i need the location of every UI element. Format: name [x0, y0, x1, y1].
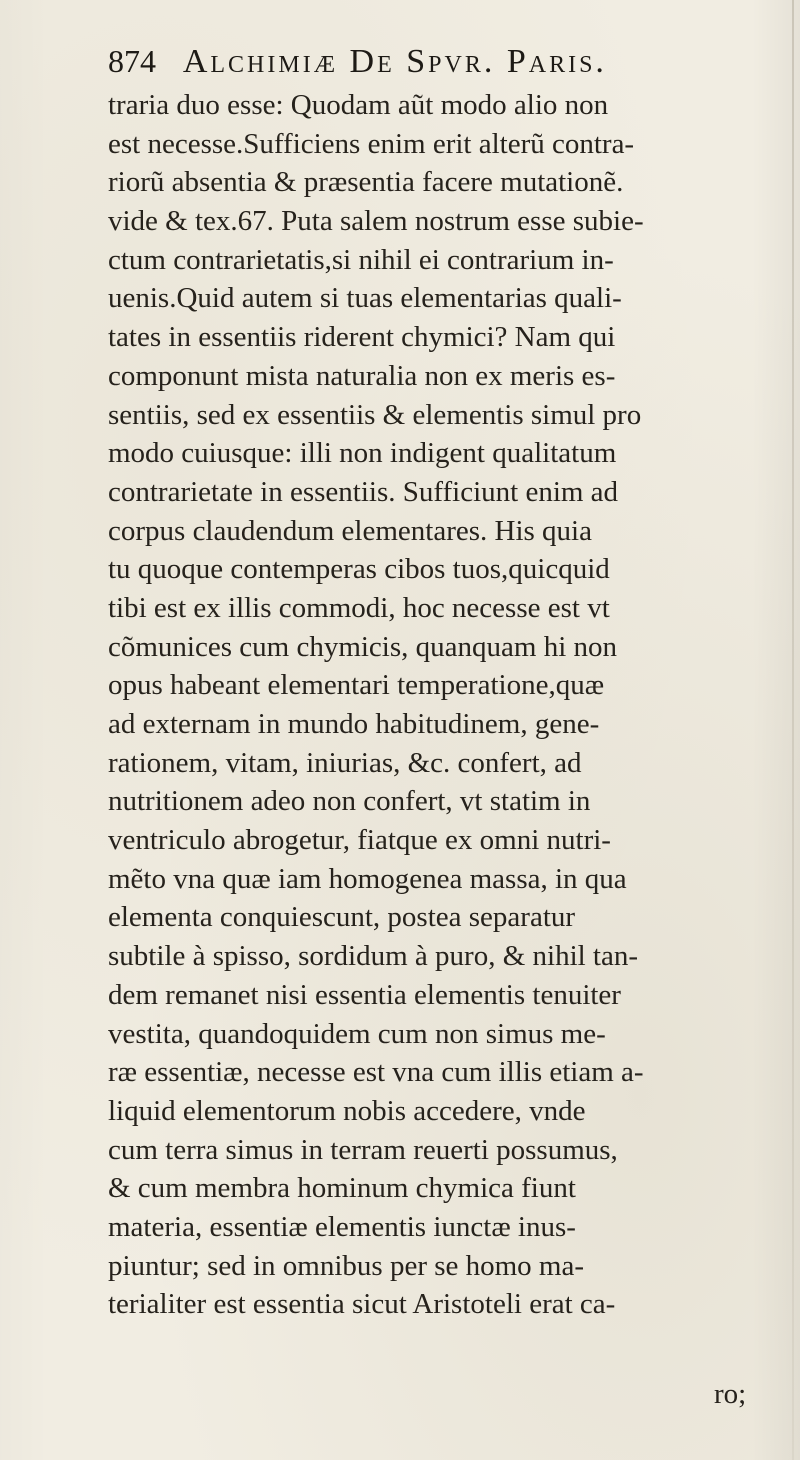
text-line: sentiis, sed ex essentiis & elementis simul pro [108, 398, 642, 431]
text-line: ræ essentiæ, necesse est vna cum illis etiam a- [108, 1056, 644, 1089]
text-line: mẽto vna quæ iam homogenea massa, in qua [108, 862, 627, 895]
text-line: terialiter est essentia sicut Aristoteli erat ca- [108, 1288, 616, 1321]
text-line: ventriculo abrogetur, fiatque ex omni nutri- [108, 824, 611, 857]
page-number: 874 [108, 43, 156, 79]
text-line: piuntur; sed in omnibus per se homo ma- [108, 1249, 585, 1282]
text-line: rationem, vitam, iniurias, &c. confert, ad [108, 746, 582, 779]
catchword: ro; [714, 1378, 747, 1410]
running-title: Alchimiæ De Spvr. Paris. [182, 43, 607, 80]
text-line: & cum membra hominum chymica fiunt [108, 1172, 576, 1205]
text-line: traria duo esse: Quodam aũt modo alio non [108, 89, 609, 121]
text-line: ad externam in mundo habitudinem, gene- [108, 708, 600, 740]
text-line: modo cuiusque: illi non indigent qualitatum [108, 437, 617, 470]
page-edge-shadow [792, 0, 794, 1460]
text-line: tibi est ex illis commodi, hoc necesse est vt [108, 591, 610, 624]
running-header [108, 36, 768, 86]
text-line: tu quoque contemperas cibos tuos,quicquid [108, 553, 610, 586]
text-line: nutritionem adeo non confert, vt statim in [108, 785, 591, 818]
text-line: cum terra simus in terram reuerti possumus, [108, 1133, 618, 1166]
text-line: elementa conquiescunt, postea separatur [108, 901, 576, 934]
text-line: riorũ absentia & præsentia facere mutationẽ. [108, 166, 624, 199]
text-line: componunt mista naturalia non ex meris es- [108, 359, 616, 392]
text-line: est necesse.Sufficiens enim erit alterũ contra- [108, 127, 635, 160]
body-text [108, 86, 773, 1324]
text-line: contrarietate in essentiis. Sufficiunt enim ad [108, 475, 619, 508]
text-line: corpus claudendum elementares. His quia [108, 514, 592, 547]
text-line: liquid elementorum nobis accedere, vnde [108, 1094, 586, 1127]
text-line: uenis.Quid autem si tuas elementarias quali- [108, 282, 622, 315]
text-line: cõmunices cum chymicis, quanquam hi non [108, 630, 618, 663]
text-line: tates in essentiis riderent chymici? Nam qui [108, 321, 616, 354]
text-line: vestita, quandoquidem cum non simus me- [108, 1017, 606, 1050]
text-line: vide & tex.67. Puta salem nostrum esse subie- [108, 205, 644, 238]
text-line: subtile à spisso, sordidum à puro, & nihil tan- [108, 940, 639, 973]
text-line: ctum contrarietatis,si nihil ei contrarium in- [108, 243, 614, 276]
text-line: opus habeant elementari temperatione,quæ [108, 669, 605, 702]
text-line: materia, essentiæ elementis iunctæ inus- [108, 1210, 576, 1243]
text-line: dem remanet nisi essentia elementis tenuiter [108, 978, 621, 1011]
